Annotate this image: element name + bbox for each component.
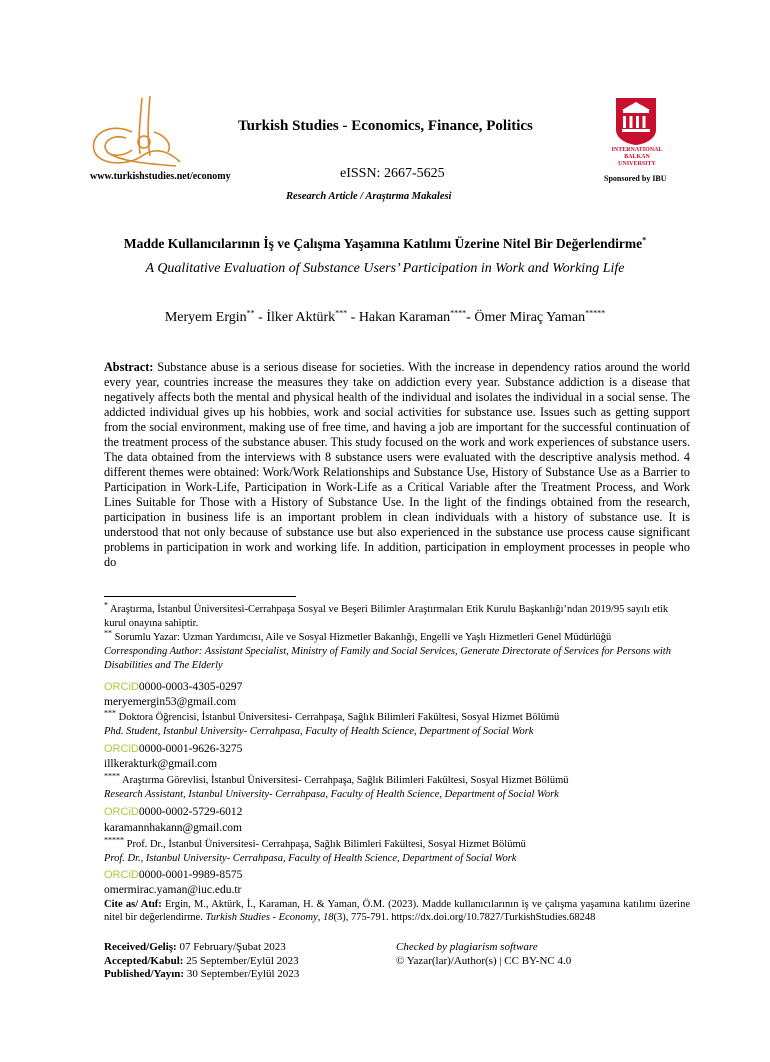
email-link[interactable]: omermirac.yaman@iuc.edu.tr — [104, 884, 242, 896]
orcid-id[interactable]: ORCiD0000-0001-9626-3275 — [104, 743, 243, 755]
received-date: Received/Geliş: 07 February/Şubat 2023 — [104, 941, 286, 953]
email-link[interactable]: illkerakturk@gmail.com — [104, 758, 218, 770]
plagiarism-note: Checked by plagiarism software — [396, 941, 538, 953]
footnote-3: *** Doktora Öğrencisi, İstanbul Üniversitesi- Cerrahpaşa, Sağlık Bilimleri Fakültesi, Sosyal Hizmet Bölümü Phd. Student, Istanbul University- Cerrahpasa, Faculty of Health Science, Department of Social Work — [104, 708, 560, 737]
orcid-icon: ORCiD — [104, 869, 139, 881]
orcid-id[interactable]: ORCiD0000-0001-9989-8575 — [104, 869, 243, 881]
journal-website-url[interactable]: www.turkishstudies.net/economy — [90, 171, 231, 182]
citation: Cite as/ Atıf: Ergin, M., Aktürk, İ., Karaman, H. & Yaman, Ö.M. (2023). Madde kullanıcılarının iş ve çalışma yaşamına katılımı üzerine nitel bir değerlendirme. Turkish Studies - Economy, 18(3), 775-791. https://dx.doi.org/10.7827/TurkishStudies.68248 — [104, 899, 690, 923]
journal-title: Turkish Studies - Economics, Finance, Politics — [238, 118, 533, 134]
author-name: İlker Aktürk — [266, 310, 336, 325]
orcid-icon: ORCiD — [104, 743, 139, 755]
author-list: Meryem Ergin** - İlker Aktürk*** - Hakan Karaman****- Ömer Miraç Yaman***** — [164, 308, 606, 325]
abstract — [104, 360, 690, 570]
title-turkish: Madde Kullanıcılarının İş ve Çalışma Yaşamına Katılımı Üzerine Nitel Bir Değerlendirme* — [123, 235, 647, 251]
license-info — [396, 941, 571, 968]
orcid-icon: ORCiD — [104, 681, 139, 693]
published-date: Published/Yayın: 30 September/Eylül 2023 — [104, 968, 300, 980]
article-type: Research Article / Araştırma Makalesi — [286, 191, 452, 202]
orcid-icon: ORCiD — [104, 806, 139, 818]
sponsor-note: Sponsored by IBU — [604, 174, 667, 183]
author-name: Ömer Miraç Yaman — [474, 310, 586, 325]
footnote-1: * Araştırma, İstanbul Üniversitesi-Cerrahpaşa Sosyal ve Beşeri Bilimler Araştırmaları Etik Kurulu Başkanlığı’ndan 2019/95 sayılı etik kurul onayına sahiptir. — [104, 600, 669, 629]
tughra-logo — [80, 92, 190, 172]
footnote-4: **** Araştırma Görevlisi, İstanbul Üniversitesi- Cerrahpaşa, Sağlık Bilimleri Fakültesi, Sosyal Hizmet Bölümü Research Assistant, Istanbul University- Cerrahpasa, Faculty of Health Science, Department of Social Work — [104, 771, 569, 800]
article-dates — [104, 941, 299, 982]
eissn: eISSN: 2667-5625 — [340, 166, 445, 181]
author-name: Meryem Ergin — [164, 310, 247, 325]
ibu-logo — [614, 96, 658, 146]
email-link[interactable]: meryemergin53@gmail.com — [104, 696, 237, 708]
orcid-id[interactable]: ORCiD0000-0002-5729-6012 — [104, 806, 243, 818]
author-name: Hakan Karaman — [358, 310, 451, 325]
abstract-label: Abstract: — [104, 360, 154, 374]
ibu-name: INTERNATIONAL BALKAN UNIVERSITY — [611, 147, 663, 167]
accepted-date: Accepted/Kabul: 25 September/Eylül 2023 — [104, 954, 299, 967]
email-link[interactable]: karamannhakann@gmail.com — [104, 822, 242, 834]
footnote-divider — [104, 596, 296, 597]
footnote-5: ***** Prof. Dr., İstanbul Üniversitesi- Cerrahpaşa, Sağlık Bilimleri Fakültesi, Sosyal Hizmet Bölümü Prof. Dr., Istanbul University- Cerrahpasa, Faculty of Health Science, Department of Social Work — [104, 835, 526, 864]
footnote-2: ** Sorumlu Yazar: Uzman Yardımcısı, Aile ve Sosyal Hizmetler Bakanlığı, Engelli ve Yaşlı Hizmetleri Genel Müdürlüğü Corresponding Author: Assistant Specialist, Ministry of Family and Social Services, Generate Directorate of Services for Persons with Disabilities and The Elderly — [104, 628, 671, 671]
orcid-id[interactable]: ORCiD0000-0003-4305-0297 — [104, 681, 243, 693]
title-english: A Qualitative Evaluation of Substance Users’ Participation in Work and Working Life — [145, 261, 625, 276]
license-text: © Yazar(lar)/Author(s) | CC BY-NC 4.0 — [396, 954, 572, 967]
abstract-text: Substance abuse is a serious disease for societies. With the increase in dependency ratios around the world every year, countries increase the measures they take on addiction every year. Substance addiction is a disease that negatively affects both the mental and physical health of the individual and isolates the individual in a social sense. The addicted individual gives up his hobbies, work and social activities for substance use. Issues such as getting support from the social environment, making use of free time, and having a job are important for the successful continuation of the treatment process of the substance abuser. This study focused on the work and work experiences of substance users. The data obtained from the interviews with 8 substance users were evaluated with the descriptive analysis method. 4 different themes were obtained: Work/Work Relationships and Substance Use, History of Substance Use as a Barrier to Participation in Work-Life, Participation in Work-Life as a Critical Variable after the Treatment Process, and Work Lines Suitable for Those with a History of Substance Use. In the light of the findings obtained from the research, participation in business life is an important problem in clean individuals with a history of substance use. It is understood that not only because of substance use but also experienced in the substance use process cause significant problems in participation in work and working life. In addition, participation in employment processes in people who do — [104, 360, 690, 569]
